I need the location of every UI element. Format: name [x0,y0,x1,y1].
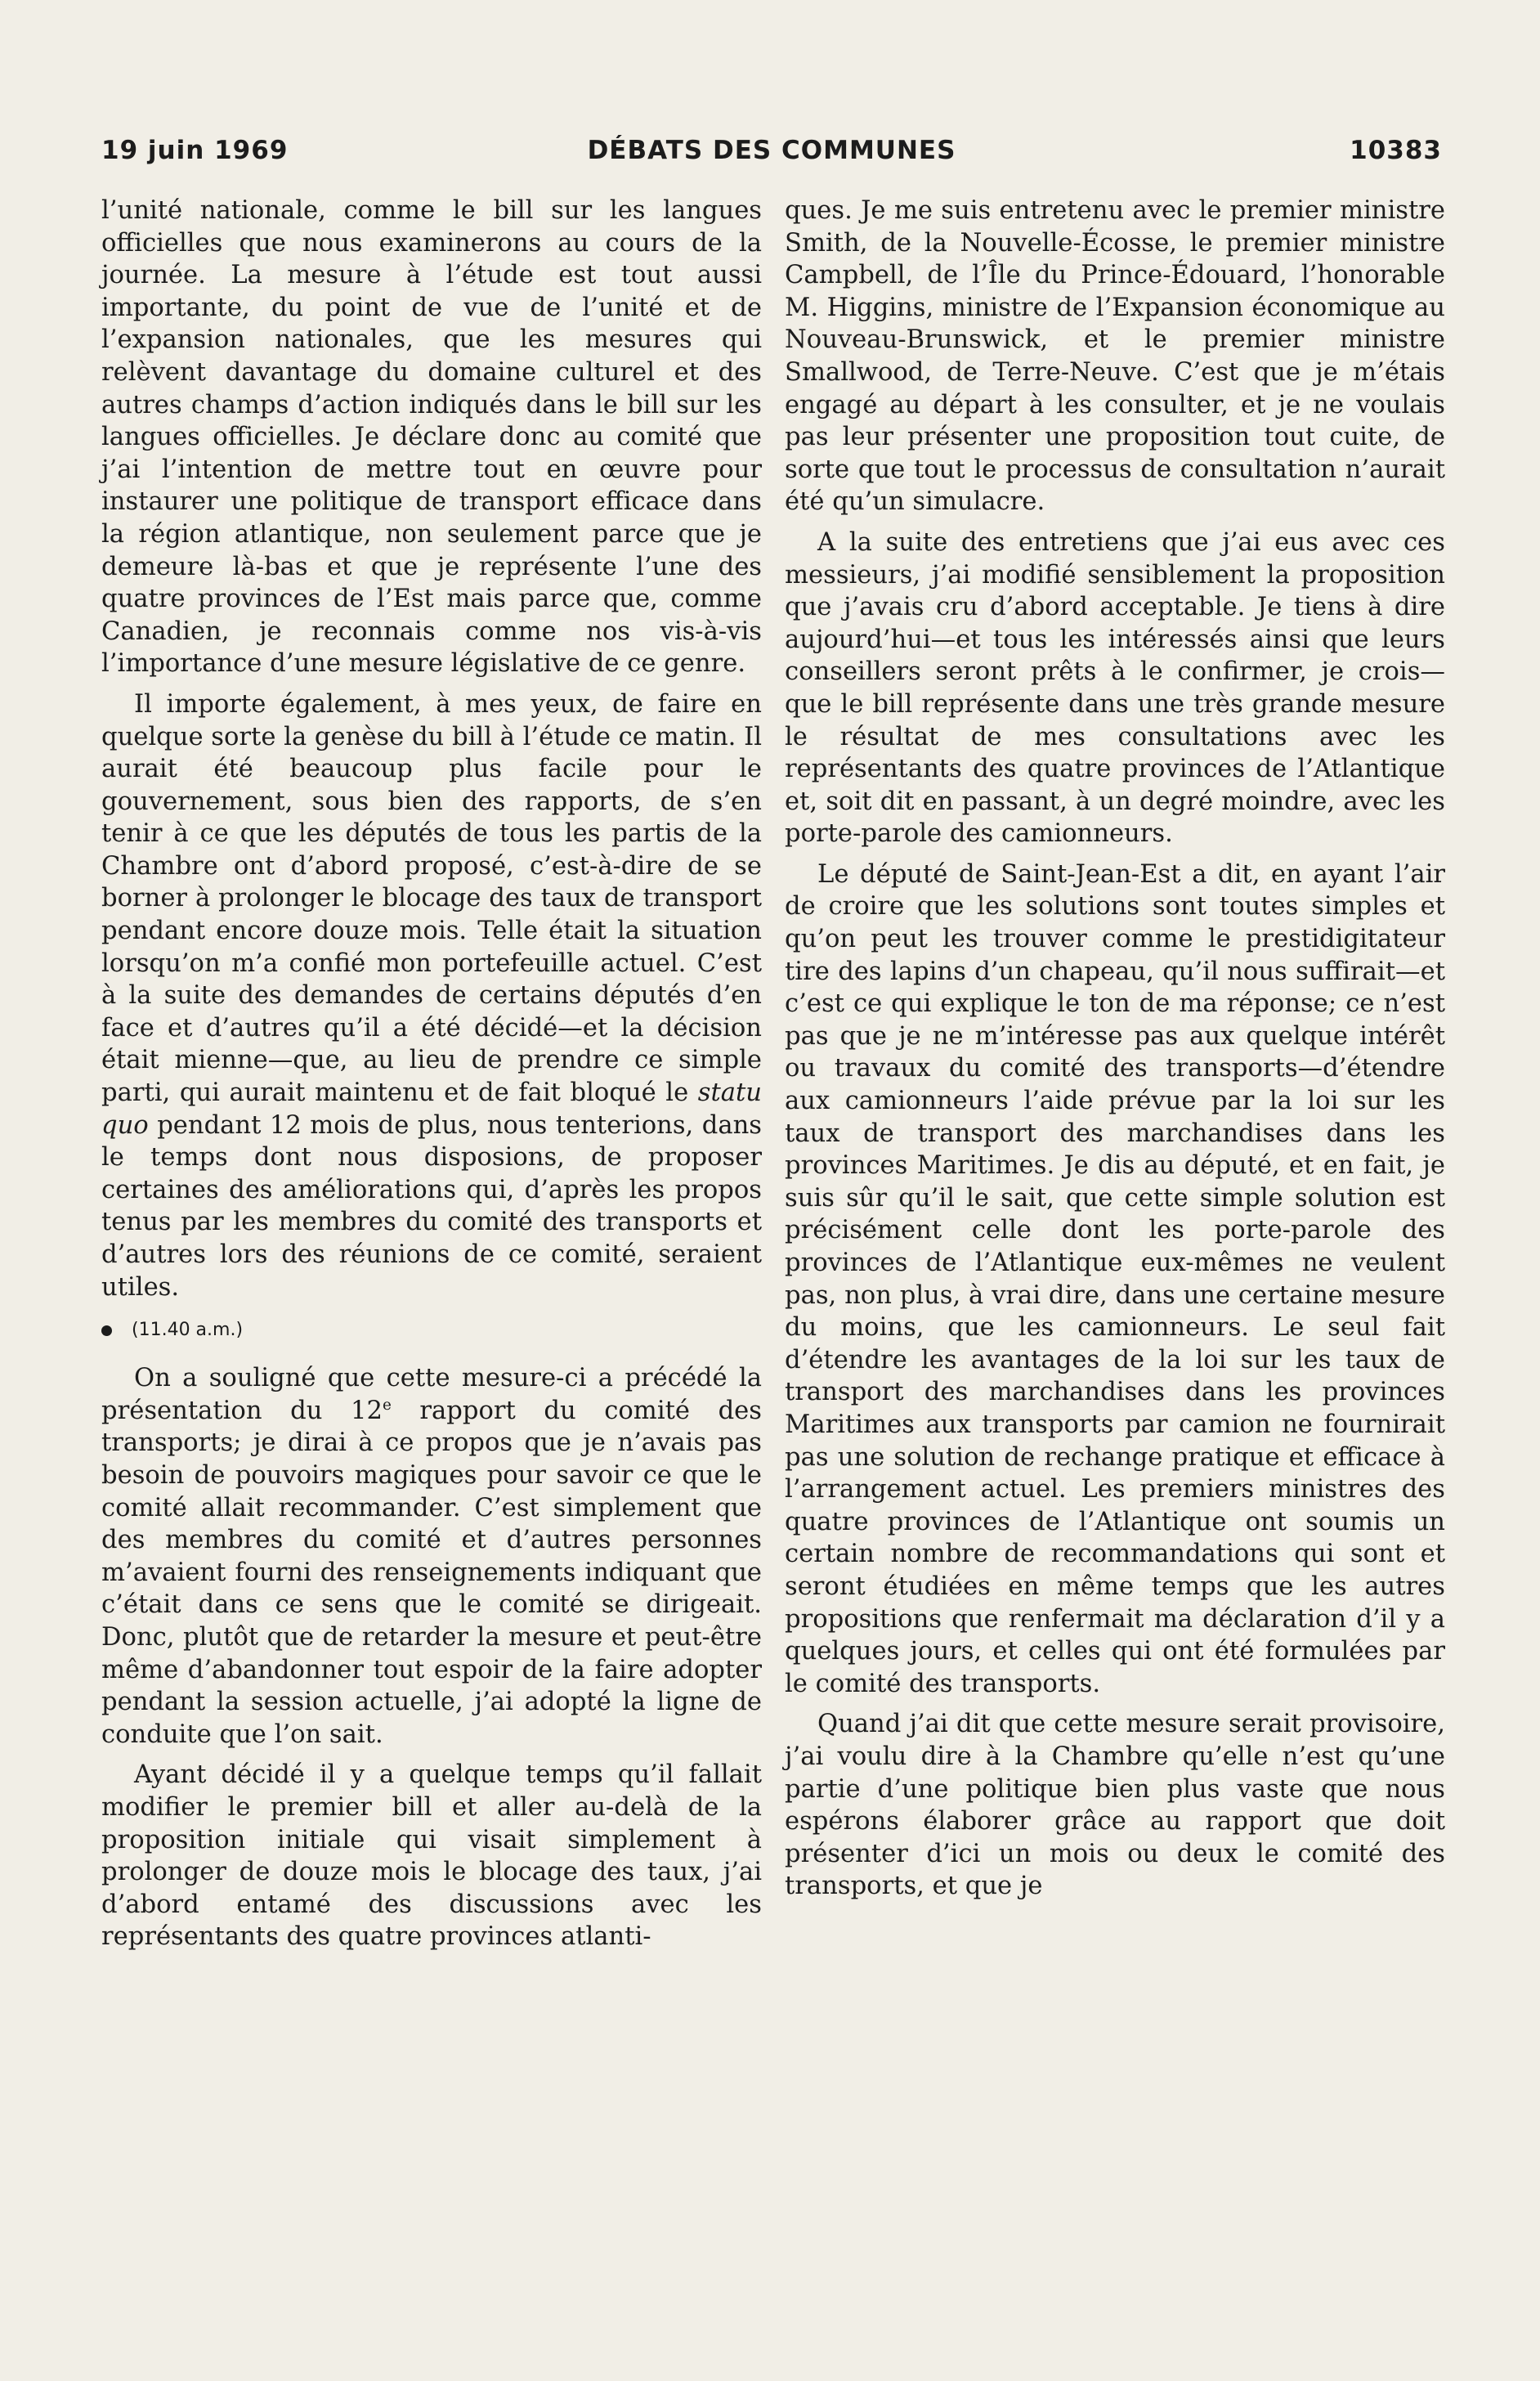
header-title: DÉBATS DES COMMUNES [587,136,956,165]
paragraph: l’unité nationale, comme le bill sur les langues officielles que nous examinerons au cours de la journée. La mesure à l’étude est tout aussi importante, du point de vue de l’unité et de l’expansion nationales, que les mesures qui relèvent davantage du domaine culturel et des autres champs d’action indiqués dans le bill sur les langues officielles. Je déclare donc au comité que j’ai l’intention de mettre tout en œuvre pour instaurer une politique de transport efficace dans la région atlantique, non seulement parce que je demeure là-bas et que je représente l’une des quatre provinces de l’Est mais parce que, comme Canadien, je reconnais comme nos vis-à-vis l’importance d’une mesure législative de ce genre. [101,196,762,679]
time-marker [101,1318,762,1343]
left-column [101,195,762,1962]
paragraph: Ayant décidé il y a quelque temps qu’il fallait modifier le premier bill et aller au-delà de la proposition initiale qui visait simplement à prolonger de douze mois le blocage des taux, j’ai d’abord entamé des discussions avec les représentants des quatre provinces atlanti- [101,1760,762,1952]
time-marker-text: (11.40 a.m.) [132,1320,244,1341]
superscript: e [382,1396,392,1414]
paragraph-text: On a souligné que cette mesure-ci a précédé la présentation du 12 [101,1364,762,1425]
italic-phrase: statu quo [101,1078,762,1140]
right-column [785,195,1445,1911]
bullet-dot-icon [101,1325,112,1336]
paragraph [101,688,762,1303]
header-date: 19 juin 1969 [101,136,289,165]
paragraph: Quand j’ai dit que cette mesure serait provisoire, j’ai voulu dire à la Chambre qu’elle n’est qu’une partie d’une politique bien plus vaste que nous espérons élaborer grâce au rapport que doit présenter d’ici un mois ou deux le comité des transports, et que je [785,1710,1445,1901]
page-header [101,136,1442,177]
paragraph: Le député de Saint-Jean-Est a dit, en ayant l’air de croire que les solutions sont toutes simples et qu’on peut les trouver comme le prestidigitateur tire des lapins d’un chapeau, qu’il nous suffirait—et c’est ce qui explique le ton de ma réponse; ce n’est pas que je ne m’intéresse pas aux quelque intérêt ou travaux du comité des transports—d’étendre aux camionneurs l’aide prévue par la loi sur les taux de transport des marchandises dans les provinces Maritimes. Je dis au député, et en fait, je suis sûr qu’il le sait, que cette simple solution est précisément celle dont les porte-parole des provinces de l’Atlantique eux-mêmes ne veulent pas, non plus, à vrai dire, dans une certaine mesure du moins, que les camionneurs. Le seul fait d’étendre les avantages de la loi sur les taux de transport des marchandises dans les provinces Maritimes aux transports par camion ne fournirait pas une solution de rechange pratique et efficace à l’arrangement actuel. Les premiers ministres des quatre provinces de l’Atlantique ont soumis un certain nombre de recommandations qui sont et seront étudiées en même temps que les autres propositions que renfermait ma déclaration d’il y a quelques jours, et celles qui ont été formulées par le comité des transports. [785,859,1445,1698]
paragraph [101,1362,762,1751]
paragraph: A la suite des entretiens que j’ai eus avec ces messieurs, j’ai modifié sensiblement la proposition que j’avais cru d’abord acceptable. Je tiens à dire aujourd’hui—et tous les intéressés ainsi que leurs conseillers seront prêts à le confirmer, je crois—que le bill représente dans une très grande mesure le résultat de mes consultations avec les représentants des quatre provinces de l’Atlantique et, soit dit en passant, à un degré moindre, avec les porte-parole des camionneurs. [785,527,1445,849]
paragraph-text: rapport du comité des transports; je dirai à ce propos que je n’avais pas besoin de pouvoirs magiques pour savoir ce que le comité allait recommander. C’est simplement que des membres du comité et d’autres personnes m’avaient fourni des renseignements indiquant que c’était dans ce sens que le comité se dirigeait. Donc, plutôt que de retarder la mesure et peut-être même d’abandonner tout espoir de la faire adopter pendant la session actuelle, j’ai adopté la ligne de conduite que l’on sait. [101,1396,762,1749]
paragraph: ques. Je me suis entretenu avec le premier ministre Smith, de la Nouvelle-Écosse, le premier ministre Campbell, de l’Île du Prince-Édouard, l’honorable M. Higgins, ministre de l’Expansion économique au Nouveau-Brunswick, et le premier ministre Smallwood, de Terre-Neuve. C’est que je m’étais engagé au départ à les consulter, et je ne voulais pas leur présenter une proposition tout cuite, de sorte que tout le processus de consultation n’aurait été qu’un simulacre. [785,196,1445,517]
paragraph-text: Il importe également, à mes yeux, de faire en quelque sorte la genèse du bill à l’étude ce matin. Il aurait été beaucoup plus facile pour le gouvernement, sous bien des rapports, de s’en tenir à ce que les députés de tous les partis de la Chambre ont d’abord proposé, c’est-à-dire de se borner à prolonger le blocage des taux de transport pendant encore douze mois. Telle était la situation lorsqu’on m’a confié mon portefeuille actuel. C’est à la suite des demandes de certains députés d’en face et d’autres qu’il a été décidé—et la décision était mienne—que, au lieu de prendre ce simple parti, qui aurait maintenu et de fait bloqué le [101,689,762,1108]
paragraph-text: pendant 12 mois de plus, nous tenterions, dans le temps dont nous disposions, de proposer certaines des améliorations qui, d’après les propos tenus par les membres du comité des transports et d’autres lors des réunions de ce comité, seraient utiles. [101,1110,762,1302]
header-page-number: 10383 [1350,136,1442,165]
